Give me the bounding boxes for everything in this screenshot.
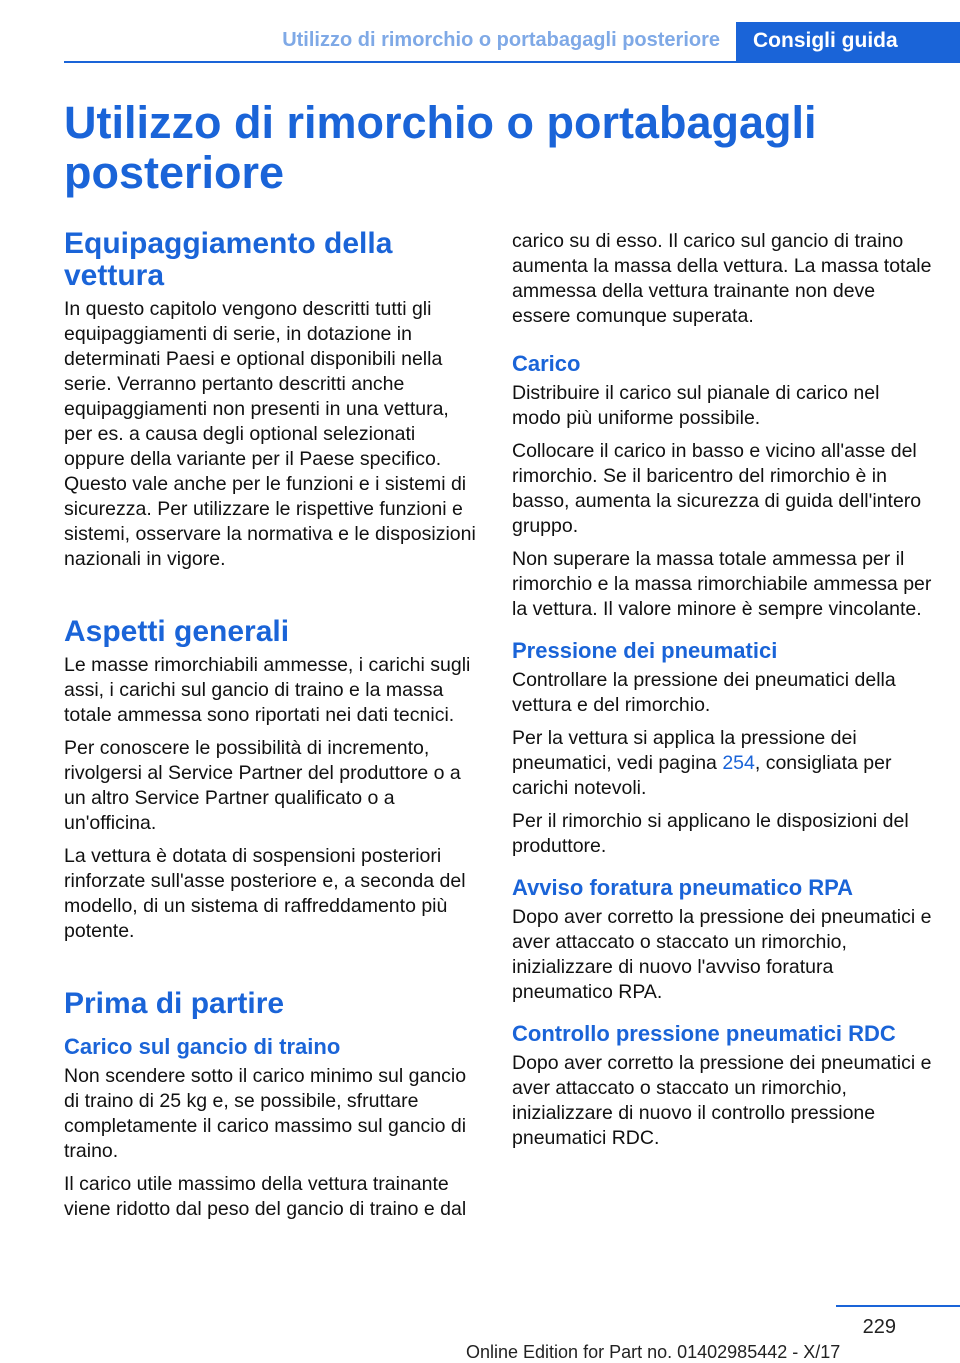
paragraph: Per conoscere le possibilità di incremento, rivolgersi al Service Partner del produttore o a un altro Service Partner qualificato o a un'officina. — [64, 737, 461, 834]
paragraph: Le masse rimorchiabili ammesse, i carichi sugli assi, i carichi sul gancio di traino e la massa totale ammessa sono riportati nei dati tecnici. — [64, 654, 471, 726]
paragraph: Collocare il carico in basso e vicino all'asse del rimorchio. Se il baricentro del rimorchio è in basso, aumenta la sicurezza di guida dell'intero gruppo. — [512, 440, 922, 537]
text-segment: Per la vettura si applica la pressione dei pneumatici, vedi pagina — [512, 727, 857, 774]
right-column — [512, 229, 932, 1159]
header-chapter-tab: Consigli guida — [736, 22, 960, 63]
paragraph: Non superare la massa totale ammessa per il rimorchio e la massa rimorchiabile ammessa per la vettura. Il valore minore è sempre vincolante. — [512, 548, 932, 620]
paragraph: Dopo aver corretto la pressione dei pneumatici e aver attaccato o staccato un rimorchio, inizializzare di nuovo il controllo pressione pneumatici RDC. — [512, 1052, 932, 1149]
left-column — [64, 228, 477, 1230]
section-heading-equipment: Equipaggiamento della vettura — [64, 227, 393, 292]
section-heading-general: Aspetti generali — [64, 615, 290, 648]
subheading-load: Carico — [512, 351, 581, 376]
paragraph: Il carico utile massimo della vettura trainante viene ridotto dal peso del gancio di traino e dal — [64, 1173, 467, 1220]
page-number: 229 — [862, 1316, 896, 1338]
paragraph: Per il rimorchio si applicano le disposizioni del produttore. — [512, 810, 909, 857]
paragraph: carico su di esso. Il carico sul gancio di traino aumenta la massa della vettura. La massa totale ammessa della vettura trainante non deve essere comunque superata. — [512, 230, 932, 327]
paragraph: La vettura è dotata di sospensioni posteriori rinforzate sull'asse posteriore e, a seconda del modello, di un sistema di raffreddamento più potente. — [64, 845, 466, 942]
paragraph — [512, 726, 932, 801]
footer-edition: Online Edition for Part no. 01402985442 - X/17 — [466, 1342, 841, 1362]
paragraph: Dopo aver corretto la pressione dei pneumatici e aver attaccato o staccato un rimorchio, inizializzare di nuovo l'avviso foratura pneumatico RPA. — [512, 906, 932, 1003]
paragraph: In questo capitolo vengono descritti tutti gli equipaggiamenti di serie, in dotazione in determinati Paesi e optional disponibili nella serie. Verranno pertanto descritti anche equipaggiamenti non presenti in una vettura, per es. a causa degli optional selezionati oppure della variante per il Paese specifico. Questo vale anche per le funzioni e i sistemi di sicurezza. Per utilizzare le rispettive funzioni e sistemi, osservare la normativa e le disposizioni nazionali in vigore. — [64, 298, 476, 570]
footer-rule — [836, 1305, 960, 1307]
paragraph: Controllare la pressione dei pneumatici della vettura e del rimorchio. — [512, 669, 896, 716]
header-section-title: Utilizzo di rimorchio o portabagagli posteriore — [282, 29, 720, 51]
page-link-254[interactable]: 254 — [722, 752, 755, 774]
paragraph: Non scendere sotto il carico minimo sul gancio di traino di 25 kg e, se possibile, sfruttare completamente il carico massimo sul gancio di traino. — [64, 1065, 467, 1162]
text-segment: , consigliata per carichi notevoli. — [512, 752, 892, 799]
subheading-hitch-load: Carico sul gancio di traino — [64, 1034, 341, 1059]
paragraph: Distribuire il carico sul pianale di carico nel modo più uniforme possibile. — [512, 382, 880, 429]
subheading-tire-pressure: Pressione dei pneumatici — [512, 638, 778, 663]
subheading-rdc: Controllo pressione pneumatici RDC — [512, 1021, 896, 1046]
page-title: Utilizzo di rimorchio o portabagagli posteriore — [64, 97, 817, 198]
subheading-rpa: Avviso foratura pneumatico RPA — [512, 875, 854, 900]
header-rule — [64, 61, 960, 63]
section-heading-before-driving: Prima di partire — [64, 987, 285, 1020]
